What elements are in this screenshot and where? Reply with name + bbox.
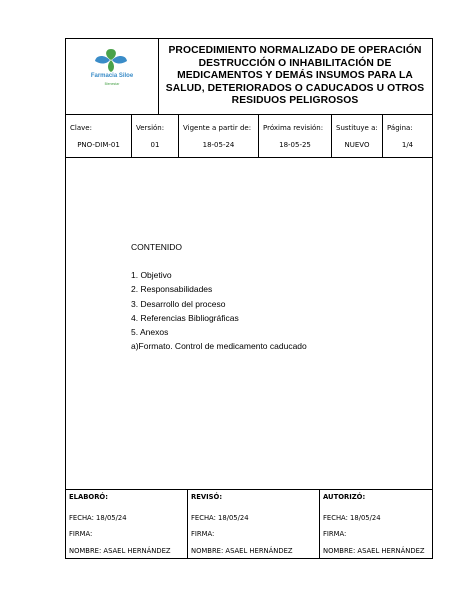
document-meta-table xyxy=(66,115,432,158)
signature-name: NOMBRE: ASAEL HERNÁNDEZ xyxy=(191,547,293,555)
signature-role: ELABORÓ: xyxy=(69,493,108,501)
meta-sustituye xyxy=(332,115,383,157)
signature-date: FECHA: 18/05/24 xyxy=(191,514,249,522)
signature-elaboro xyxy=(66,490,188,559)
signature-field: FIRMA: xyxy=(323,530,347,538)
meta-value: 18-05-25 xyxy=(279,141,311,149)
meta-clave xyxy=(66,115,132,157)
meta-label: Vigente a partir de: xyxy=(183,124,252,132)
document-frame xyxy=(65,38,433,559)
meta-label: Versión: xyxy=(136,124,165,132)
contents-title: CONTENIDO xyxy=(131,242,182,252)
pharmacy-leaf-icon xyxy=(91,47,131,73)
signature-autorizo xyxy=(320,490,432,559)
meta-version xyxy=(132,115,179,157)
logo-name: Farmacia Siloe xyxy=(90,73,134,79)
logo-tagline: Bienestar xyxy=(104,82,120,86)
company-logo xyxy=(66,39,159,114)
meta-vigente xyxy=(179,115,259,157)
meta-label: Clave: xyxy=(70,124,92,132)
signature-role: AUTORIZÓ: xyxy=(323,493,366,501)
contents-item: 2. Responsabilidades xyxy=(131,284,213,295)
meta-value: NUEVO xyxy=(344,141,370,149)
contents-item: a)Formato. Control de medicamento caducado xyxy=(131,341,307,352)
signature-role: REVISÓ: xyxy=(191,493,223,501)
signature-name: NOMBRE: ASAEL HERNÁNDEZ xyxy=(69,547,171,555)
signature-name: NOMBRE: ASAEL HERNÁNDEZ xyxy=(323,547,425,555)
document-title: PROCEDIMIENTO NORMALIZADO DE OPERACIÓN DESTRUCCIÓN O INHABILITACIÓN DE MEDICAMENTOS Y DEMÁS INSUMOS PARA LA SALUD, DETERIORADOS O CADUCADOS U OTROS RESIDUOS PELIGROSOS xyxy=(165,45,425,107)
signature-date: FECHA: 18/05/24 xyxy=(323,514,381,522)
meta-value: 18-05-24 xyxy=(202,141,235,149)
signature-field: FIRMA: xyxy=(69,530,93,538)
signature-table xyxy=(66,490,432,559)
meta-pagina xyxy=(383,115,432,157)
contents-list xyxy=(131,270,307,356)
contents-item: 5. Anexos xyxy=(131,327,169,338)
signature-reviso xyxy=(188,490,320,559)
meta-value: PNO-DIM-01 xyxy=(77,141,120,149)
meta-label: Sustituye a: xyxy=(336,124,378,132)
meta-proxima-revision xyxy=(259,115,332,157)
document-header xyxy=(66,39,432,115)
signature-date: FECHA: 18/05/24 xyxy=(69,514,127,522)
contents-section xyxy=(66,157,432,490)
meta-value: 01 xyxy=(150,141,160,149)
contents-item: 1. Objetivo xyxy=(131,270,172,280)
signature-field: FIRMA: xyxy=(191,530,215,538)
contents-item: 3. Desarrollo del proceso xyxy=(131,298,226,309)
contents-item: 4. Referencias Bibliográficas xyxy=(131,312,239,323)
meta-label: Próxima revisión: xyxy=(263,124,324,132)
meta-value: 1/4 xyxy=(401,141,414,149)
meta-label: Página: xyxy=(387,124,413,132)
